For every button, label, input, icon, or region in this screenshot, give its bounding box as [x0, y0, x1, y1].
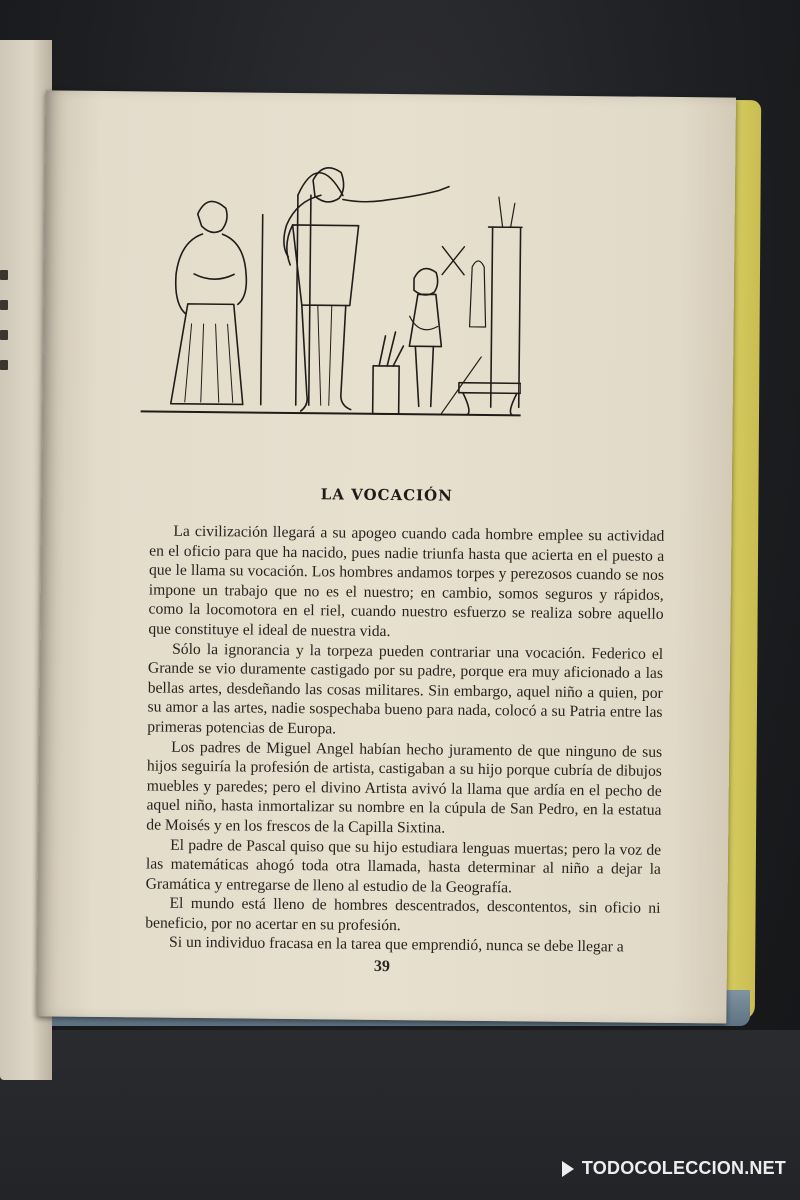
paragraph: Sólo la ignorancia y la torpeza pueden contrariar una vocación. Federico el Grande se vio duramente castigado por su padre, porque era muy aficionado a las bellas artes, desdeñando las cosas militares. Sin embargo, aquel niño a quien, por su amor a las artes, nadie sospechaba bueno para nada, colocó a su Patria entre las primeras potencias de Europa.: [147, 640, 664, 738]
left-page-text-fragment: [0, 360, 8, 370]
chapter-title: LA VOCACIÓN: [320, 485, 453, 505]
site-watermark: [560, 1158, 786, 1179]
paragraph: El mundo está lleno de hombres descentrados, descontentos, sin oficio ni beneficio, por no acertar en su profesión.: [145, 895, 661, 935]
triangle-logo-icon: [562, 1161, 574, 1177]
chapter-body: [145, 521, 664, 957]
left-page-text-fragment: [0, 300, 8, 310]
page-number: 39: [373, 957, 390, 976]
watermark-text: TODOCOLECCION.NET: [581, 1158, 786, 1178]
book-page: [36, 90, 736, 1023]
vocation-illustration: [141, 153, 524, 427]
paragraph: Los padres de Miguel Angel habían hecho juramento de que ninguno de sus hijos seguiría la profesión de artista, castigaban a su hijo porque cubría de dibujos muebles y paredes; pero el divino Artista avivó la llama que ardía en el pecho de aquel niño, hasta inmortalizar su nombre en la cúpula de San Pedro, en la estatua de Moisés y en los frescos de la Capilla Sixtina.: [146, 738, 663, 837]
paragraph: La civilización llegará a su apogeo cuando cada hombre emplee su actividad en el oficio para que ha nacido, pues nadie triunfa hasta que acierta en el puesto a que le llama su vocación. Los hombres andamos torpes y perezosos cuando se nos impone un trabajo que no es el nuestro; en cambio, somos seguros y rápidos, como la locomotora en el riel, cuando nuestro esfuerzo se realiza sobre aquello que constituye el ideal de nuestra vida.: [148, 522, 665, 640]
paragraph: El padre de Pascal quiso que su hijo estudiara lenguas muertas; pero la voz de las matemáticas ahogó toda otra llamada, hasta determinar al niño a dejar la Gramática y entregarse de lleno al estudio de la Geografía.: [145, 836, 662, 896]
left-page-text-fragment: [0, 270, 8, 280]
left-page-text-fragment: [0, 330, 8, 340]
paragraph: Si un individuo fracasa en la tarea que emprendió, nunca se debe llegar a: [169, 934, 624, 956]
